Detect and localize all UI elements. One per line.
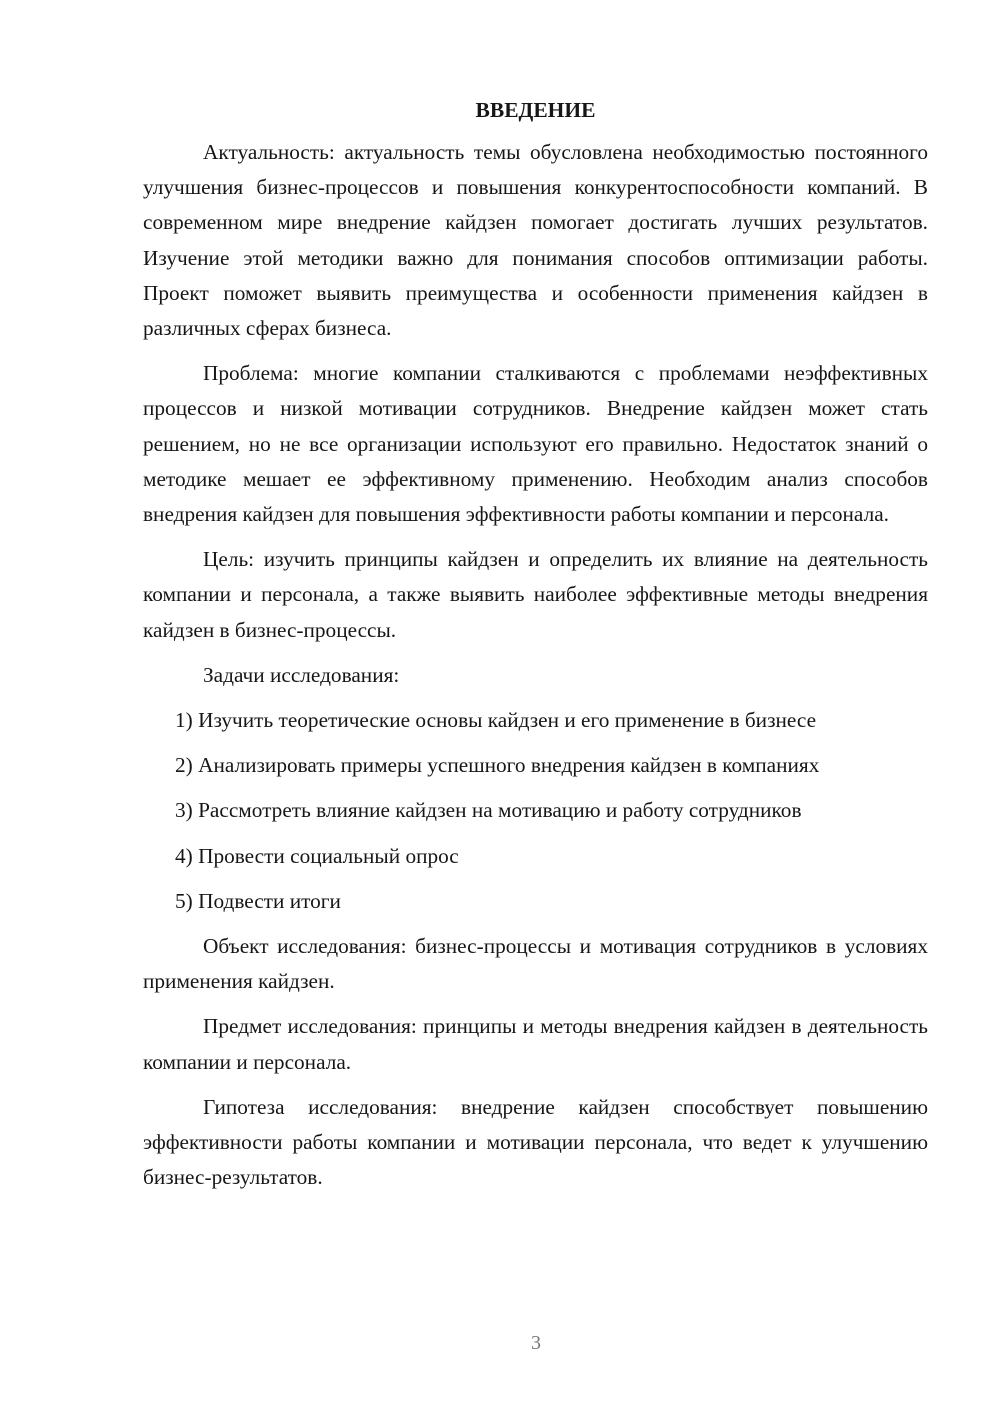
document-page — [143, 93, 928, 1205]
page-number: 3 — [531, 1332, 541, 1354]
list-item: 1) Изучить теоретические основы кайдзен и его применение в бизнесе — [175, 708, 817, 733]
list-item: 2) Анализировать примеры успешного внедрения кайдзен в компаниях — [175, 753, 820, 778]
paragraph-problem: Проблема: многие компании сталкиваются с проблемами неэффективных процессов и низкой мотивации сотрудников. Внедрение кайдзен может стать решением, но не все организации используют его правильно. Недостаток знаний о методике мешает ее эффективному применению. Необходим анализ способов внедрения кайдзен для повышения эффективности работы компании и персонала. — [143, 361, 928, 527]
task-list — [143, 703, 928, 919]
paragraph-object: Объект исследования: бизнес-процессы и мотивация сотрудников в условиях применения кайдзен. — [143, 934, 928, 994]
tasks-heading: Задачи исследования: — [203, 662, 400, 687]
list-item: 3) Рассмотреть влияние кайдзен на мотивацию и работу сотрудников — [175, 798, 802, 823]
list-item: 5) Подвести итоги — [175, 888, 341, 913]
paragraph-goal: Цель: изучить принципы кайдзен и определить их влияние на деятельность компании и персонала, а также выявить наиболее эффективные методы внедрения кайдзен в бизнес-процессы. — [143, 547, 928, 642]
paragraph-subject: Предмет исследования: принципы и методы внедрения кайдзен в деятельность компании и персонала. — [143, 1014, 928, 1074]
list-item: 4) Провести социальный опрос — [175, 843, 459, 868]
paragraph-relevance: Актуальность: актуальность темы обусловлена необходимостью постоянного улучшения бизнес-процессов и повышения конкурентоспособности компаний. В современном мире внедрение кайдзен помогает достигать лучших результатов. Изучение этой методики важно для понимания способов оптимизации работы. Проект поможет выявить преимущества и особенности применения кайдзен в различных сферах бизнеса. — [143, 140, 928, 341]
page-title: ВВЕДЕНИЕ — [475, 98, 596, 122]
paragraph-hypothesis: Гипотеза исследования: внедрение кайдзен способствует повышению эффективности работы компании и мотивации персонала, что ведет к улучшению бизнес-результатов. — [143, 1094, 928, 1190]
